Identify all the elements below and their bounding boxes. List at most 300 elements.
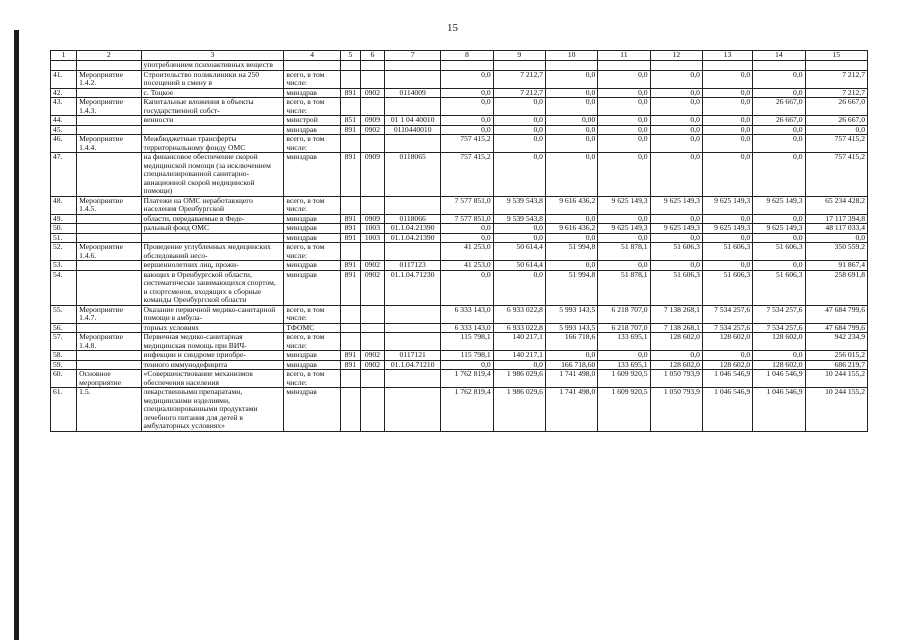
cell-year-2019: 0,0 [702,351,752,361]
cell-year-2015: 0,0 [493,153,545,197]
table-row [51,61,868,71]
cell-year-2019: 0,0 [702,98,752,116]
cell-ministry-code [340,70,360,88]
cell-year-2017: 6 218 707,0 [598,305,650,323]
cell-year-2019: 0,0 [702,261,752,271]
cell-description: Капитальные вложения в объекты государственной собст- [141,98,284,116]
cell-target-article: 0117121 [385,351,441,361]
cell-year-2016: 1 741 498,0 [545,388,597,432]
cell-target-article [385,333,441,351]
cell-total: 26 667,0 [805,98,867,116]
cell-year-2020: 1 046 546,9 [753,370,805,388]
cell-executor: минздрав [284,214,340,224]
cell-total: 350 559,2 [805,243,867,261]
column-header-12: 12 [650,51,702,61]
cell-total: 17 117 394,8 [805,214,867,224]
cell-year-2017: 0,0 [598,98,650,116]
cell-year-2018: 7 138 268,1 [650,305,702,323]
column-header-15: 15 [805,51,867,61]
cell-year-2015: 9 539 543,8 [493,196,545,214]
column-header-11: 11 [598,51,650,61]
cell-target-article: 01.1.04.71230 [385,270,441,305]
cell-target-article: 01.1.04.71210 [385,360,441,370]
cell-year-2017: 1 609 920,5 [598,370,650,388]
cell-ministry-code [340,333,360,351]
cell-section-code: 0902 [360,88,384,98]
cell-description: вершеннолетних лиц, прожи- [141,261,284,271]
cell-year-2014 [441,61,493,71]
cell-year-2015: 0,0 [493,125,545,135]
cell-year-2018: 9 625 149,3 [650,196,702,214]
table-row [51,323,868,333]
table-row [51,88,868,98]
cell-year-2015: 6 933 022,8 [493,305,545,323]
cell-year-2018: 1 050 793,9 [650,388,702,432]
cell-year-2020: 128 602,0 [753,360,805,370]
cell-year-2015: 140 217,1 [493,333,545,351]
cell-year-2014: 6 333 143,0 [441,305,493,323]
cell-description: на финансовое обеспечение скорой медицинской помощи (за исключением специализированной санитарно-авиационной скорой медицинской помощи) [141,153,284,197]
table-row [51,135,868,153]
cell-year-2015: 140 217,1 [493,351,545,361]
cell-executor: всего, в том числе: [284,370,340,388]
cell-year-2020: 7 534 257,6 [753,323,805,333]
cell-section-code: 0909 [360,116,384,126]
cell-year-2018: 51 606,3 [650,270,702,305]
column-number-header [51,51,868,61]
cell-target-article [385,243,441,261]
cell-description: Проведение углубленных медицинских обследований несо- [141,243,284,261]
cell-year-2016: 5 993 143,5 [545,323,597,333]
cell-target-article: 0118065 [385,153,441,197]
cell-total: 0,0 [805,233,867,243]
cell-row-number: 44. [51,116,77,126]
cell-year-2018: 7 138 268,1 [650,323,702,333]
cell-total: 47 684 799,6 [805,323,867,333]
cell-year-2019: 9 625 149,3 [702,224,752,234]
cell-year-2016: 9 616 436,2 [545,196,597,214]
cell-year-2015: 50 614,4 [493,261,545,271]
cell-year-2020: 9 625 149,3 [753,224,805,234]
cell-total: 686 219,7 [805,360,867,370]
table-row [51,116,868,126]
cell-target-article [385,388,441,432]
cell-year-2018 [650,61,702,71]
cell-row-number: 41. [51,70,77,88]
cell-row-number [51,61,77,71]
cell-row-number: 61. [51,388,77,432]
cell-description: вающих в Оренбургской области, систематически занимающихся спортом, и спортсменов, входящих в сборные команды Оренбургской области [141,270,284,305]
cell-year-2014: 1 762 819,4 [441,388,493,432]
cell-row-number: 49. [51,214,77,224]
cell-executor: минздрав [284,125,340,135]
cell-row-number: 45. [51,125,77,135]
cell-target-article [385,305,441,323]
cell-section-code: 1003 [360,233,384,243]
cell-year-2016: 9 616 436,2 [545,224,597,234]
cell-row-number: 48. [51,196,77,214]
cell-section-code [360,370,384,388]
cell-year-2014: 41 253,0 [441,261,493,271]
cell-year-2016: 0,00 [545,116,597,126]
cell-total: 26 667,0 [805,116,867,126]
cell-section-code: 0902 [360,270,384,305]
cell-ministry-code [340,61,360,71]
cell-year-2014: 0,0 [441,70,493,88]
cell-year-2017: 0,0 [598,88,650,98]
cell-year-2014: 757 415,2 [441,135,493,153]
cell-section-code [360,61,384,71]
cell-year-2015: 7 212,7 [493,88,545,98]
column-header-8: 8 [441,51,493,61]
cell-event-name [77,233,141,243]
cell-executor: минздрав [284,360,340,370]
column-header-1: 1 [51,51,77,61]
cell-year-2019: 51 606,3 [702,270,752,305]
cell-row-number: 46. [51,135,77,153]
cell-total: 91 867,4 [805,261,867,271]
cell-total [805,61,867,71]
cell-target-article: 0117123 [385,261,441,271]
cell-ministry-code [340,135,360,153]
cell-target-article [385,135,441,153]
cell-target-article [385,98,441,116]
table-row [51,233,868,243]
cell-executor: ТФОМС [284,323,340,333]
cell-total: 757 415,2 [805,153,867,197]
table-row [51,153,868,197]
table-row [51,196,868,214]
cell-ministry-code [340,370,360,388]
cell-year-2014: 115 798,1 [441,333,493,351]
cell-row-number: 43. [51,98,77,116]
cell-executor: минздрав [284,224,340,234]
cell-total: 757 415,2 [805,135,867,153]
cell-year-2018: 0,0 [650,70,702,88]
cell-event-name [77,323,141,333]
column-header-3: 3 [141,51,284,61]
cell-target-article [385,370,441,388]
cell-event-name [77,360,141,370]
cell-year-2018: 0,0 [650,233,702,243]
cell-year-2019: 51 606,3 [702,243,752,261]
cell-target-article: 01 1 04 40010 [385,116,441,126]
cell-year-2018: 51 606,3 [650,243,702,261]
cell-year-2018: 0,0 [650,116,702,126]
cell-year-2020: 0,0 [753,125,805,135]
cell-year-2019: 128 602,0 [702,360,752,370]
cell-year-2016: 0,0 [545,214,597,224]
cell-event-name [77,88,141,98]
column-header-2: 2 [77,51,141,61]
cell-year-2016: 51 994,8 [545,270,597,305]
cell-description: Межбюджетные трансферты территориальному фонду ОМС [141,135,284,153]
cell-year-2014: 41 253,0 [441,243,493,261]
table-row [51,224,868,234]
table-row [51,360,868,370]
cell-row-number: 53. [51,261,77,271]
cell-description: Платежи на ОМС неработающего населения Оренбургской [141,196,284,214]
cell-executor [284,61,340,71]
cell-year-2017: 0,0 [598,153,650,197]
cell-year-2016: 0,0 [545,135,597,153]
cell-year-2017: 0,0 [598,116,650,126]
cell-year-2017: 0,0 [598,261,650,271]
cell-ministry-code: 891 [340,125,360,135]
column-header-7: 7 [385,51,441,61]
cell-year-2018: 0,0 [650,153,702,197]
cell-year-2018: 9 625 149,3 [650,224,702,234]
cell-year-2019: 0,0 [702,125,752,135]
cell-year-2015: 1 986 029,6 [493,388,545,432]
table-row [51,125,868,135]
cell-year-2019: 0,0 [702,88,752,98]
cell-year-2015 [493,61,545,71]
cell-year-2014: 0,0 [441,360,493,370]
cell-year-2018: 1 050 793,9 [650,370,702,388]
cell-year-2014: 7 577 851,0 [441,196,493,214]
cell-section-code [360,70,384,88]
cell-row-number: 56. [51,323,77,333]
cell-year-2020: 26 667,0 [753,116,805,126]
cell-year-2017: 133 695,1 [598,333,650,351]
cell-year-2017: 0,0 [598,70,650,88]
cell-year-2019 [702,61,752,71]
cell-year-2020: 0,0 [753,70,805,88]
column-header-13: 13 [702,51,752,61]
cell-event-name [77,351,141,361]
cell-section-code: 0902 [360,351,384,361]
cell-ministry-code [340,196,360,214]
cell-year-2020: 26 667,0 [753,98,805,116]
cell-year-2017: 0,0 [598,214,650,224]
cell-ministry-code: 891 [340,261,360,271]
table-row [51,351,868,361]
column-header-4: 4 [284,51,340,61]
cell-event-name [77,270,141,305]
cell-year-2015: 0,0 [493,233,545,243]
cell-year-2014: 1 762 819,4 [441,370,493,388]
cell-year-2016: 0,0 [545,88,597,98]
cell-executor: минздрав [284,351,340,361]
cell-event-name: 1.5. [77,388,141,432]
cell-year-2016: 51 994,8 [545,243,597,261]
cell-executor: всего, в том числе: [284,135,340,153]
cell-executor: всего, в том числе: [284,305,340,323]
cell-year-2020: 9 625 149,3 [753,196,805,214]
cell-year-2019: 0,0 [702,70,752,88]
cell-executor: минздрав [284,261,340,271]
cell-section-code [360,333,384,351]
cell-section-code: 0909 [360,153,384,197]
cell-event-name: Мероприятие 1.4.2. [77,70,141,88]
column-header-9: 9 [493,51,545,61]
cell-year-2018: 128 602,0 [650,333,702,351]
table-row [51,70,868,88]
cell-section-code [360,305,384,323]
cell-year-2016: 0,0 [545,98,597,116]
cell-total: 7 212,7 [805,88,867,98]
cell-event-name: Мероприятие 1.4.8. [77,333,141,351]
cell-year-2014: 0,0 [441,125,493,135]
cell-description: Строительство поликлиники на 250 посещений в смену в [141,70,284,88]
cell-section-code [360,98,384,116]
cell-event-name: Основное мероприятие [77,370,141,388]
cell-year-2018: 0,0 [650,261,702,271]
cell-year-2015: 0,0 [493,98,545,116]
cell-target-article [385,196,441,214]
cell-target-article: 01.1.04.21390 [385,224,441,234]
cell-target-article: 0118066 [385,214,441,224]
cell-year-2015: 0,0 [493,224,545,234]
cell-year-2014: 115 798,1 [441,351,493,361]
scan-edge-bar [14,30,19,640]
cell-year-2014: 0,0 [441,88,493,98]
cell-total: 256 015,2 [805,351,867,361]
cell-row-number: 57. [51,333,77,351]
cell-year-2016: 0,0 [545,70,597,88]
cell-event-name [77,261,141,271]
cell-ministry-code: 851 [340,116,360,126]
cell-year-2017: 0,0 [598,233,650,243]
cell-ministry-code: 891 [340,351,360,361]
cell-description: с. Тоцкое [141,88,284,98]
cell-year-2014: 0,0 [441,224,493,234]
cell-ministry-code: 891 [340,360,360,370]
cell-total: 7 212,7 [805,70,867,88]
cell-year-2020: 0,0 [753,351,805,361]
cell-year-2016 [545,61,597,71]
cell-executor: всего, в том числе: [284,333,340,351]
cell-row-number: 47. [51,153,77,197]
cell-year-2015: 6 933 022,8 [493,323,545,333]
cell-executor: всего, в том числе: [284,70,340,88]
cell-year-2015: 0,0 [493,135,545,153]
cell-year-2017: 9 625 149,3 [598,196,650,214]
table-row [51,261,868,271]
cell-section-code: 1003 [360,224,384,234]
cell-year-2018: 128 602,0 [650,360,702,370]
cell-year-2020: 0,0 [753,261,805,271]
cell-row-number: 58. [51,351,77,361]
cell-ministry-code [340,305,360,323]
cell-year-2016: 166 718,6 [545,333,597,351]
cell-ministry-code [340,323,360,333]
column-header-14: 14 [753,51,805,61]
cell-year-2019: 0,0 [702,135,752,153]
cell-executor: всего, в том числе: [284,98,340,116]
cell-year-2020: 1 046 546,9 [753,388,805,432]
program-funding-table [50,50,868,432]
cell-section-code [360,135,384,153]
cell-executor: минздрав [284,388,340,432]
cell-year-2019: 9 625 149,3 [702,196,752,214]
cell-year-2015: 50 614,4 [493,243,545,261]
cell-row-number: 51. [51,233,77,243]
cell-total: 47 684 799,6 [805,305,867,323]
cell-executor: минздрав [284,88,340,98]
cell-ministry-code [340,388,360,432]
cell-year-2016: 166 718,60 [545,360,597,370]
cell-year-2018: 0,0 [650,135,702,153]
cell-year-2016: 0,0 [545,125,597,135]
cell-event-name [77,224,141,234]
cell-target-article [385,70,441,88]
cell-year-2017: 0,0 [598,351,650,361]
cell-description: употреблением психоактивных веществ [141,61,284,71]
cell-year-2015: 7 212,7 [493,70,545,88]
cell-year-2015: 1 986 029,6 [493,370,545,388]
cell-target-article: 0114009 [385,88,441,98]
table-row [51,270,868,305]
cell-year-2019: 128 602,0 [702,333,752,351]
cell-year-2014: 0,0 [441,98,493,116]
cell-total: 942 234,9 [805,333,867,351]
cell-total: 258 691,8 [805,270,867,305]
cell-year-2014: 757 415,2 [441,153,493,197]
cell-description: тенного иммунодефицита [141,360,284,370]
table-row [51,388,868,432]
cell-row-number: 55. [51,305,77,323]
cell-executor: всего, в том числе: [284,196,340,214]
cell-description [141,233,284,243]
cell-executor: минздрав [284,233,340,243]
cell-executor: всего, в том числе: [284,243,340,261]
cell-description: лекарственными препаратами, медицинскими изделиями, специализированными продуктами лечебного питания для детей в амбулаторных условиях» [141,388,284,432]
cell-year-2020: 0,0 [753,153,805,197]
cell-description [141,125,284,135]
cell-year-2014: 7 577 851,0 [441,214,493,224]
cell-total: 10 244 155,2 [805,370,867,388]
cell-year-2015: 0,0 [493,116,545,126]
column-header-10: 10 [545,51,597,61]
cell-year-2014: 0,0 [441,270,493,305]
cell-row-number: 50. [51,224,77,234]
cell-year-2016: 0,0 [545,153,597,197]
cell-description: инфекции и синдроме приобре- [141,351,284,361]
cell-year-2017: 133 695,1 [598,360,650,370]
cell-year-2019: 0,0 [702,153,752,197]
cell-section-code: 0909 [360,214,384,224]
cell-year-2020: 0,0 [753,233,805,243]
table-row [51,214,868,224]
cell-year-2019: 0,0 [702,233,752,243]
cell-ministry-code [340,243,360,261]
cell-year-2020: 7 534 257,6 [753,305,805,323]
cell-event-name [77,61,141,71]
cell-event-name: Мероприятие 1.4.5. [77,196,141,214]
cell-year-2016: 0,0 [545,261,597,271]
cell-ministry-code: 891 [340,270,360,305]
cell-row-number: 60. [51,370,77,388]
table-row [51,305,868,323]
cell-event-name: Мероприятие 1.4.4. [77,135,141,153]
table-row [51,370,868,388]
cell-year-2016: 0,0 [545,351,597,361]
cell-executor: минздрав [284,153,340,197]
cell-section-code: 0902 [360,360,384,370]
cell-executor: минздрав [284,270,340,305]
cell-year-2018: 0,0 [650,214,702,224]
cell-description: торных условиях [141,323,284,333]
cell-year-2019: 0,0 [702,214,752,224]
cell-year-2020: 0,0 [753,88,805,98]
cell-section-code: 0902 [360,261,384,271]
cell-year-2015: 9 539 543,8 [493,214,545,224]
cell-description: Первичная медико-санитарная медицинская помощь при ВИЧ- [141,333,284,351]
cell-event-name [77,214,141,224]
cell-target-article: 0110440010 [385,125,441,135]
